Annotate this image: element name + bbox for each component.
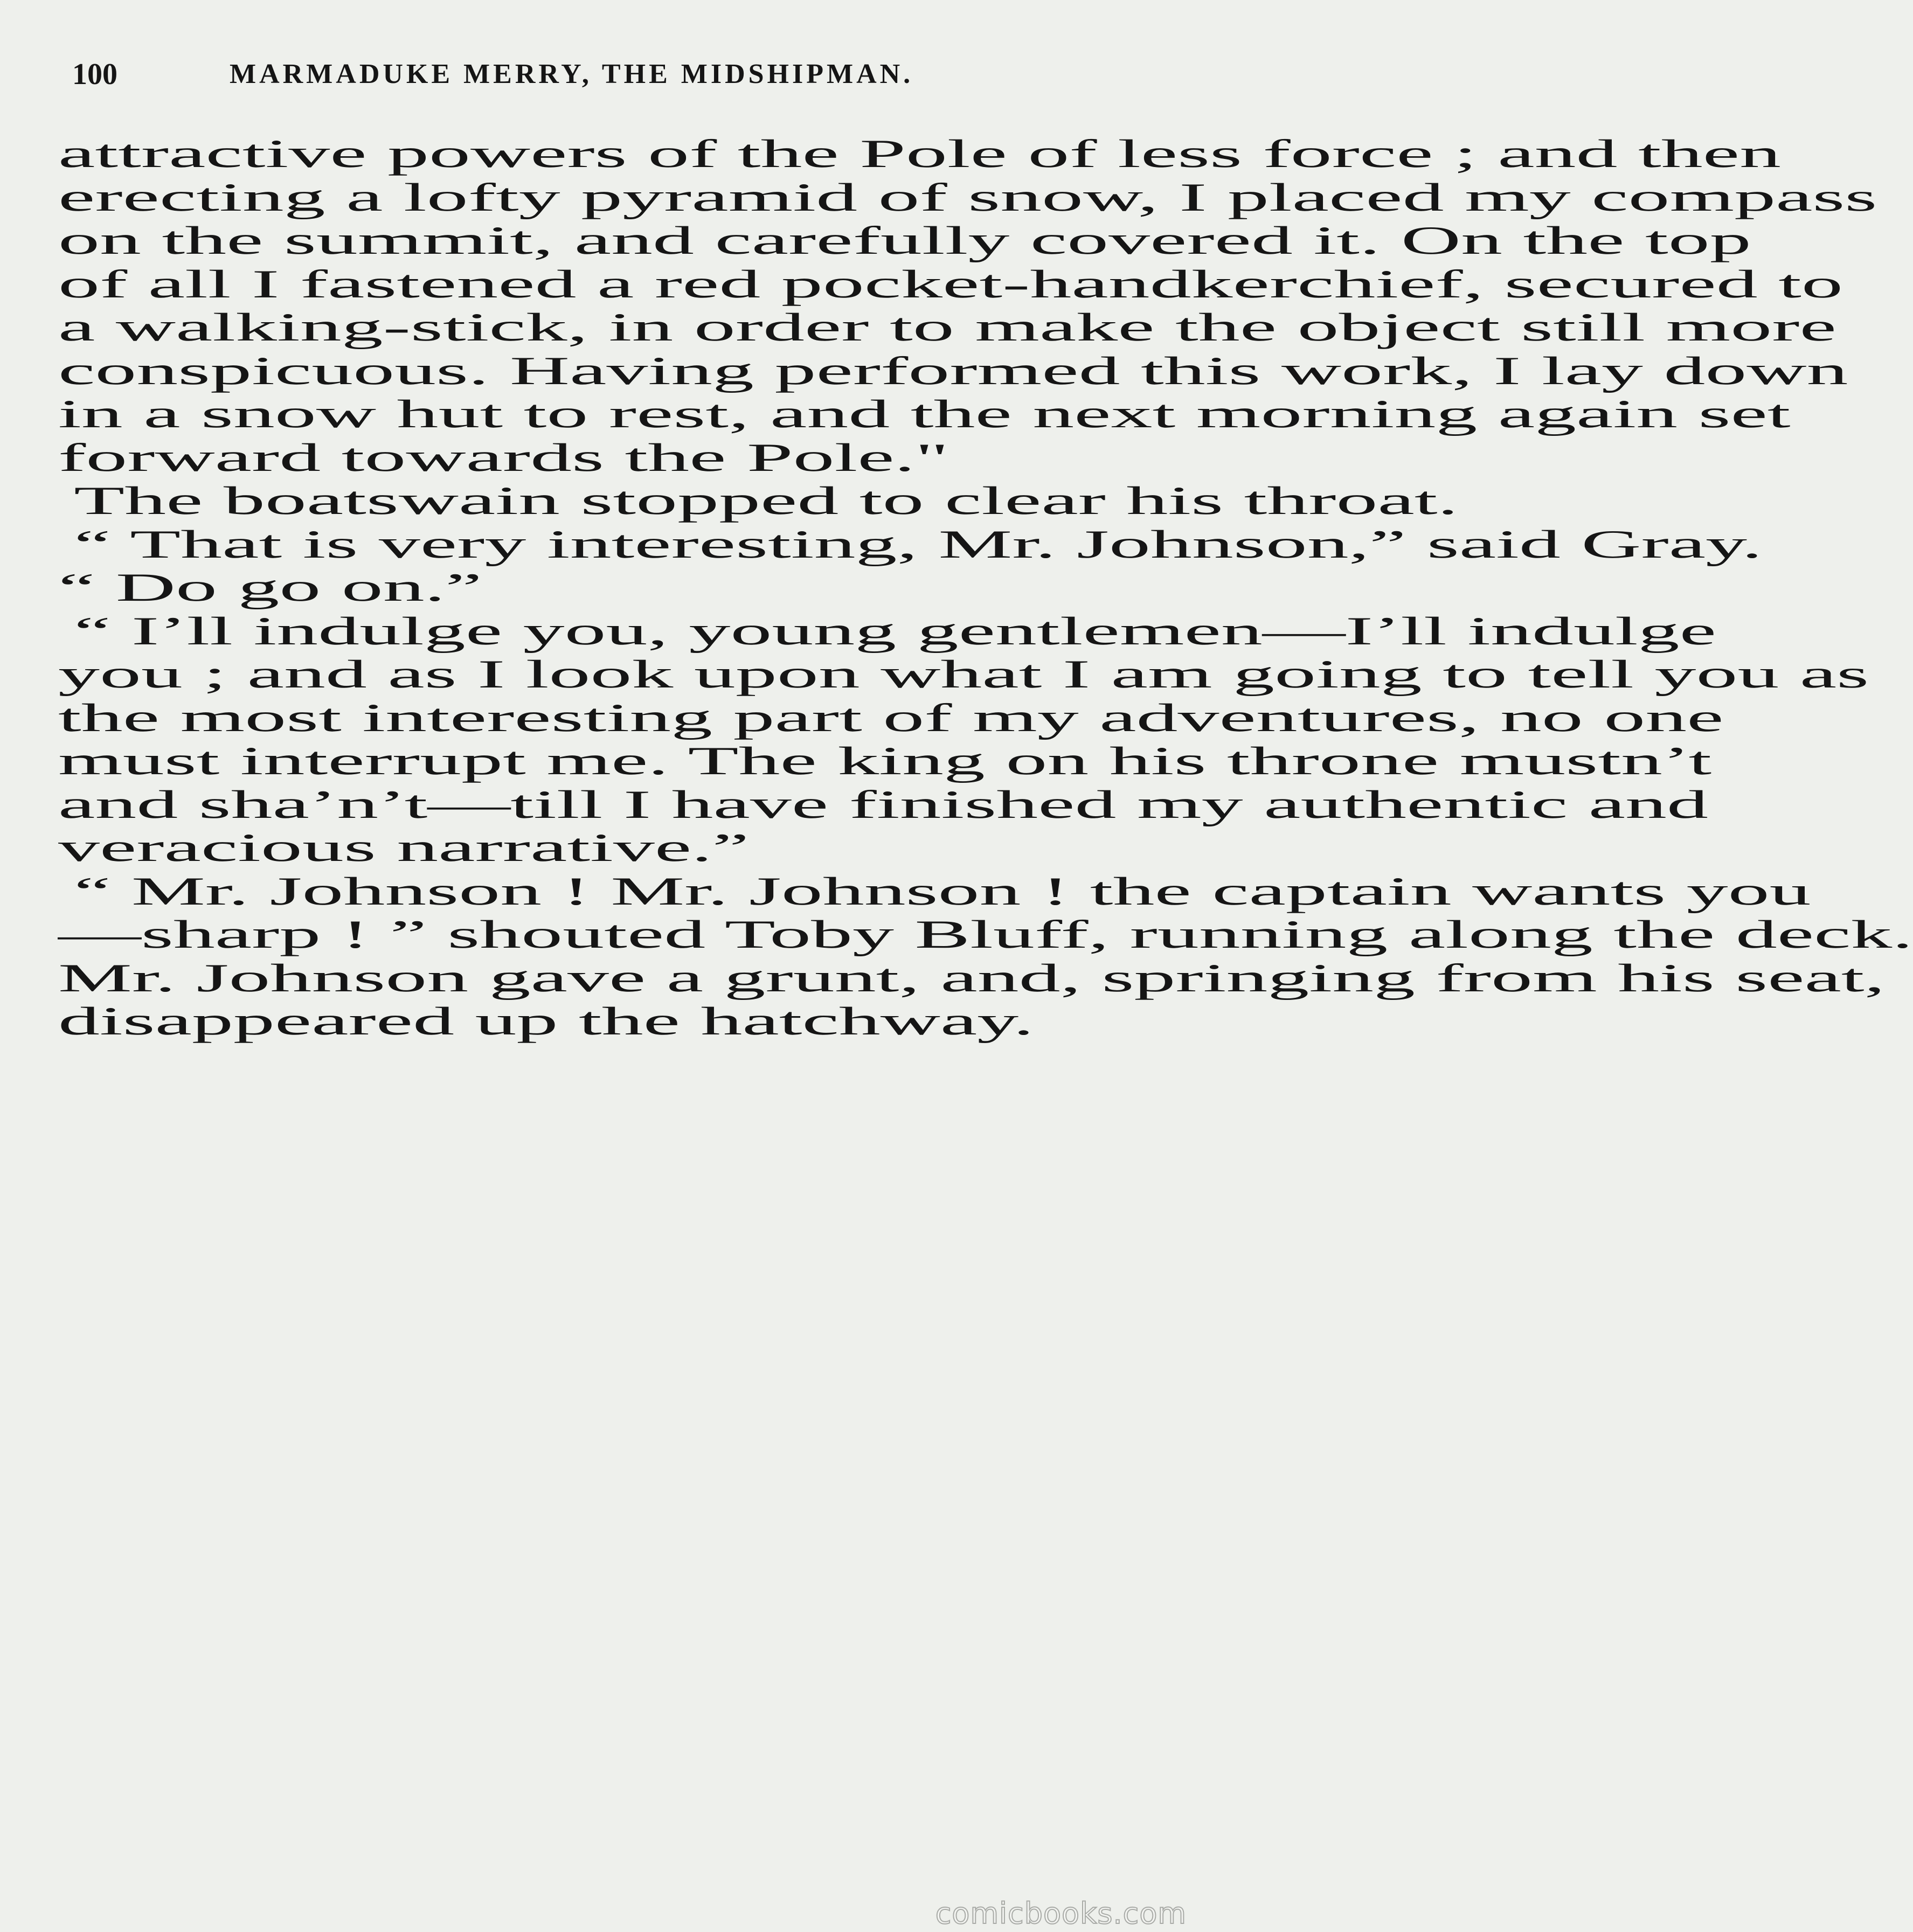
text-line: attractive powers of the Pole of less force ; and then: [58, 132, 1782, 176]
text-line: —sharp ! ” shouted Toby Bluff, running along the deck.: [58, 913, 1913, 957]
text-line: “ Do go on.”: [58, 566, 482, 610]
text-line: Mr. Johnson gave a grunt, and, springing from his seat,: [58, 956, 1886, 1000]
text-line: in a snow hut to rest, and the next morning again set: [58, 392, 1791, 436]
text-line: of all I fastened a red pocket-handkerchief, secured to: [58, 262, 1843, 307]
text-line: disappeared up the hatchway.: [58, 999, 1034, 1044]
text-line: forward towards the Pole.": [58, 435, 949, 480]
text-line: you ; and as I look upon what I am going to tell you as: [58, 652, 1869, 697]
book-title: MARMADUKE MERRY, THE MIDSHIPMAN.: [230, 59, 914, 89]
text-line: conspicuous. Having performed this work, I lay down: [58, 349, 1848, 393]
text-line: and sha’n’t—till I have finished my authentic and: [58, 782, 1708, 827]
body-text: [58, 132, 1913, 1044]
text-line: “ Mr. Johnson ! Mr. Johnson ! the captain wants you: [74, 869, 1811, 914]
text-line: must interrupt me. The king on his throne mustn’t: [58, 739, 1712, 783]
text-line: on the summit, and carefully covered it. On the top: [58, 219, 1751, 263]
text-line: “ That is very interesting, Mr. Johnson,” said Gray.: [74, 522, 1763, 567]
text-line: a walking-stick, in order to make the object still more: [58, 305, 1836, 350]
page-number: 100: [72, 58, 117, 91]
text-line: The boatswain stopped to clear his throat.: [74, 479, 1459, 523]
running-head: [72, 53, 999, 96]
text-line: “ I’ll indulge you, young gentlemen—I’ll indulge: [74, 609, 1716, 654]
text-line: erecting a lofty pyramid of snow, I placed my compass: [58, 175, 1877, 220]
text-line: the most interesting part of my adventures, no one: [58, 696, 1724, 740]
text-line: veracious narrative.”: [58, 826, 749, 870]
watermark: comicbooks.com: [935, 1896, 1187, 1930]
